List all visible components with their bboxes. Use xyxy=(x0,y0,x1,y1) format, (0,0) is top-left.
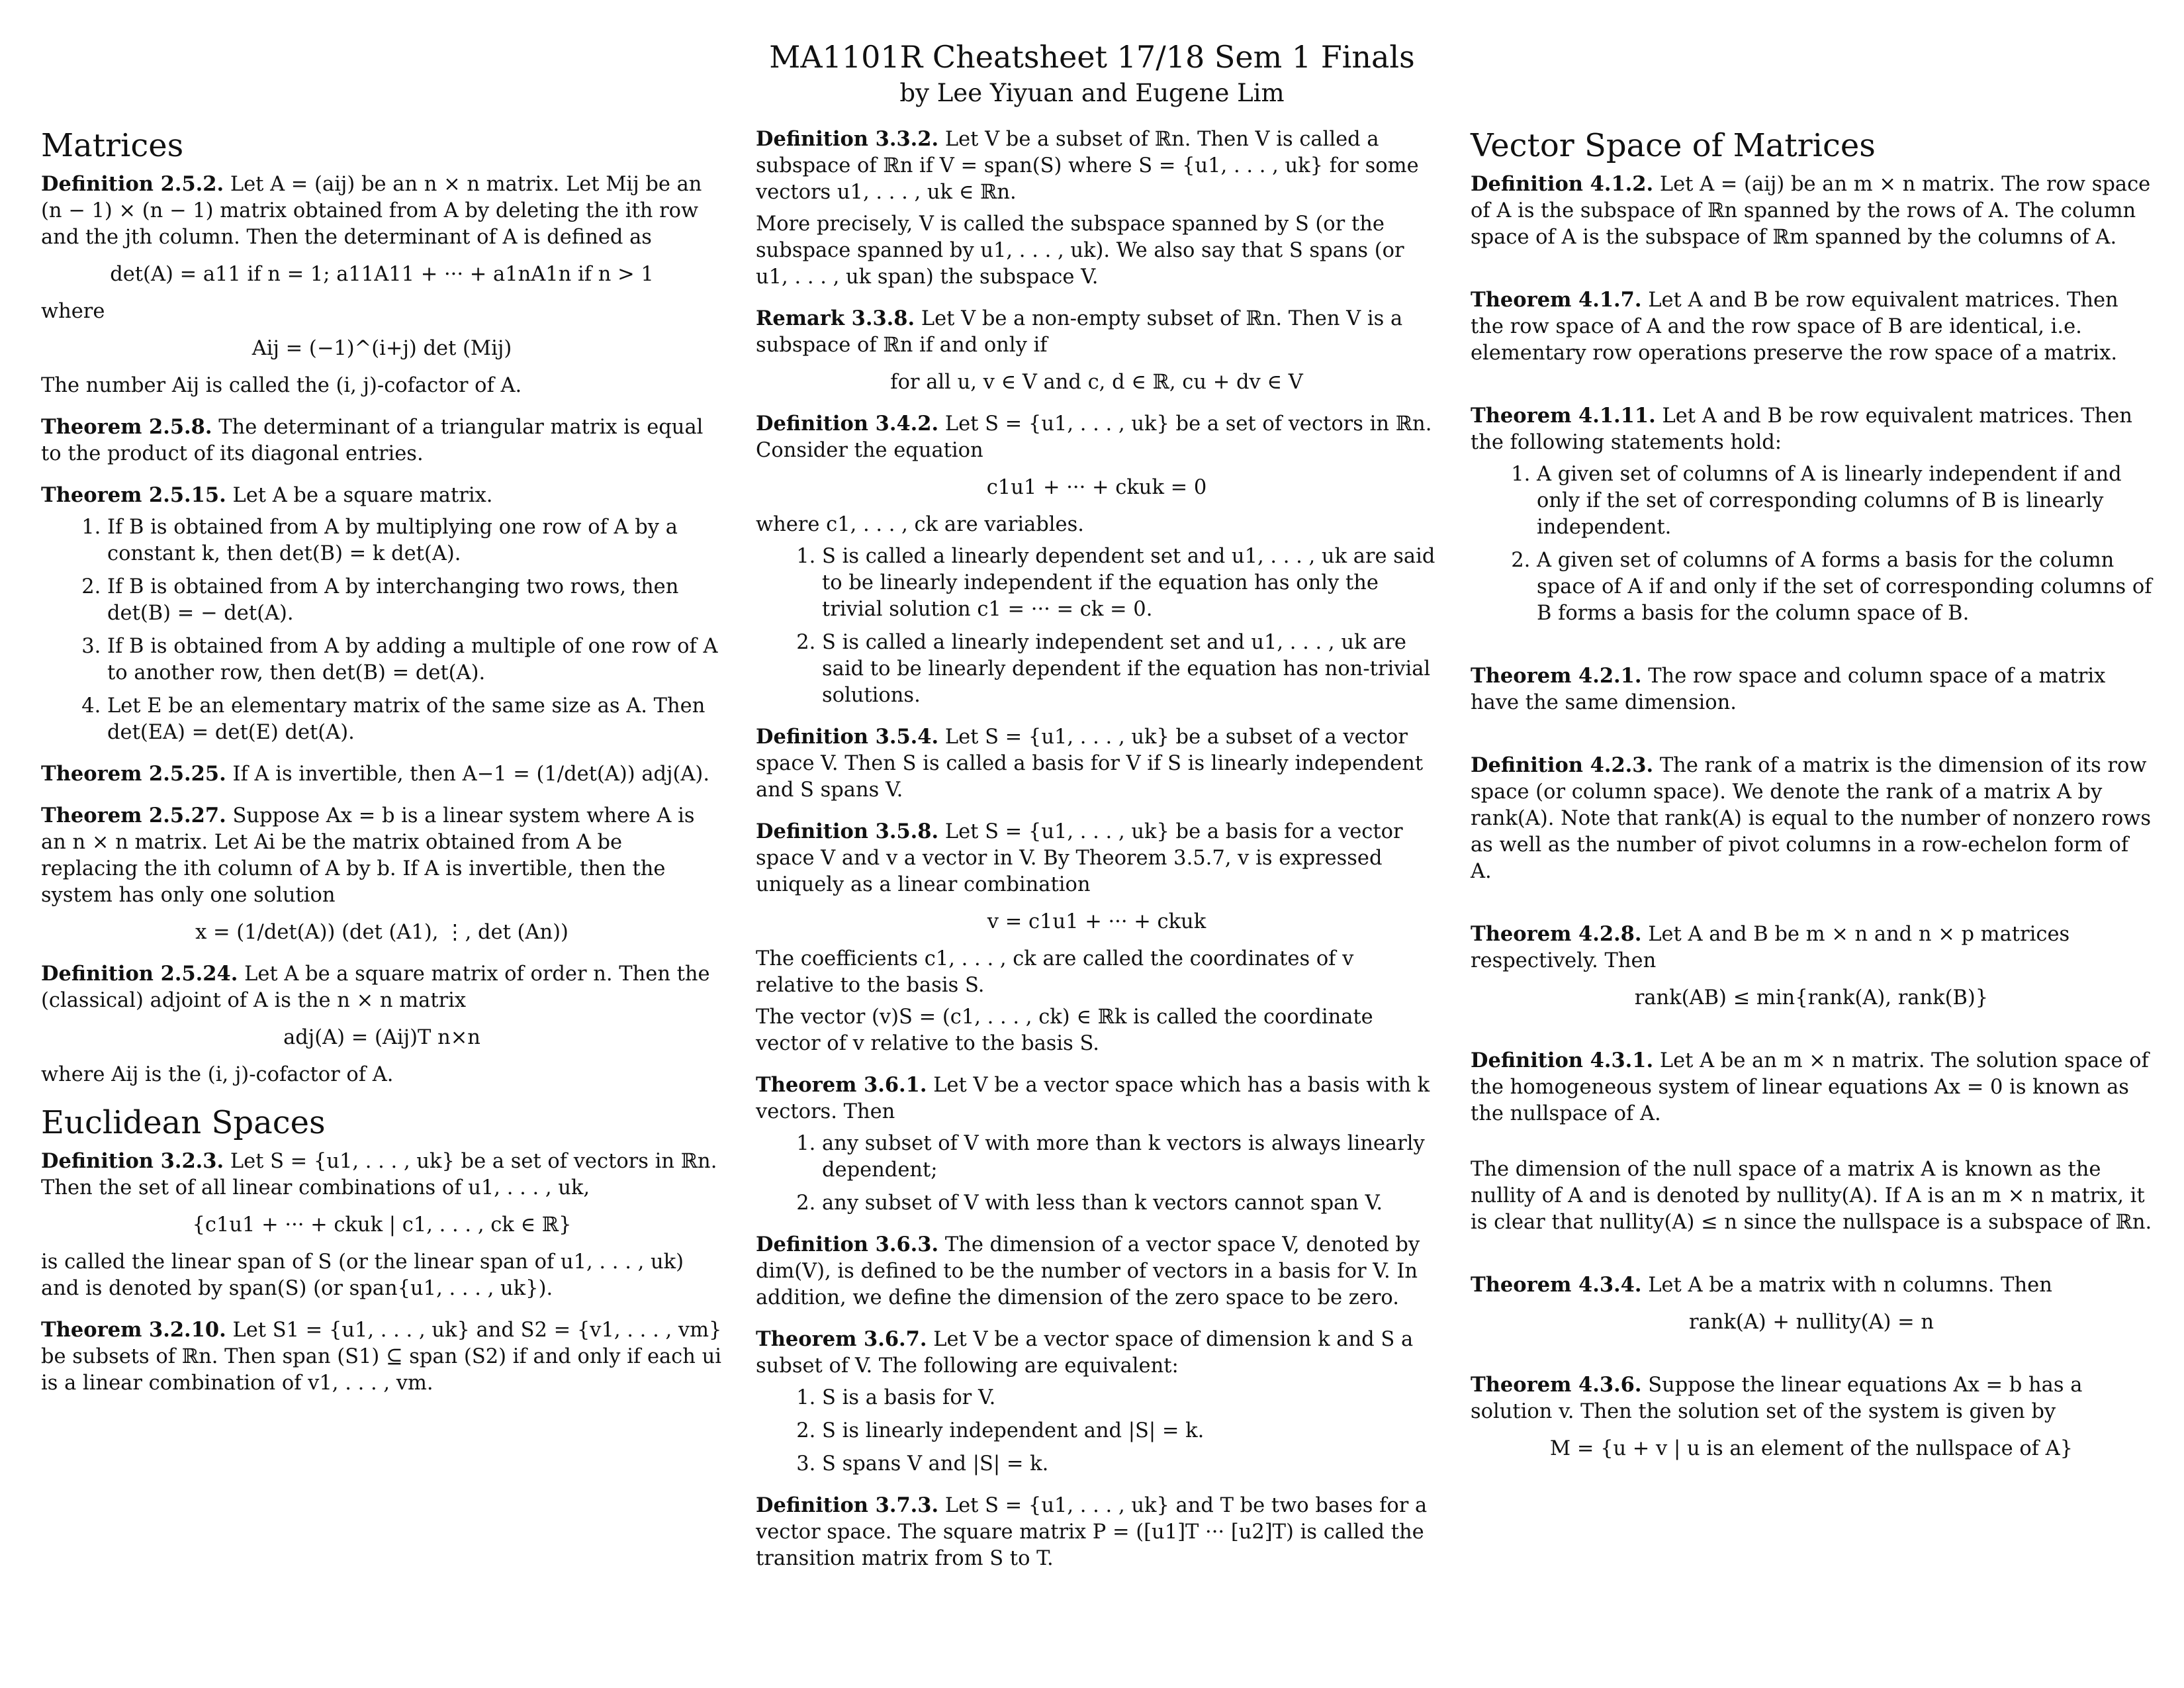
definition-3-3-2 xyxy=(756,126,1437,291)
list-item: 1. If B is obtained from A by multiplying one row of A by a constant k, then det(B) = k det(A). xyxy=(107,514,723,567)
block-text: Let S = {u1, . . . , uk} and T be two bases for a vector space. The square matrix P = ([u1]T ··· [u2]T) is called the transition matrix from S to T. xyxy=(756,1494,1428,1570)
formula-subspace-closure: for all u, v ∈ V and c, d ∈ ℝ, cu + dv ∈ V xyxy=(890,371,1303,394)
block-text-after: The number Aij is called the (i, j)-cofactor of A. xyxy=(41,374,522,397)
block-text: Let A and B be row equivalent matrices. Then the row space of A and the row space of B are identical, i.e. elementary row operations preserve the row space of a matrix. xyxy=(1471,289,2118,365)
block-label: Theorem 3.6.7. xyxy=(756,1327,927,1351)
block-text-after: where Aij is the (i, j)-cofactor of A. xyxy=(41,1063,394,1086)
list-item: 2. S is linearly independent and |S| = k. xyxy=(822,1418,1437,1444)
page-title: MA1101R Cheatsheet 17/18 Sem 1 Finals xyxy=(769,39,1415,75)
block-text: If A is invertible, then A−1 = (1/det(A)) adj(A). xyxy=(232,763,710,786)
formula-cofactor: Aij = (−1)^(i+j) det (Mij) xyxy=(251,337,512,360)
definition-2-5-24 xyxy=(41,961,723,1088)
remark-3-3-8 xyxy=(756,305,1437,396)
theorem-3-6-1 xyxy=(756,1072,1437,1217)
block-text: Let A and B be m × n and n × p matrices respectively. Then xyxy=(1471,923,2070,972)
column-middle xyxy=(756,126,1437,1587)
definition-4-1-2 xyxy=(1471,171,2152,251)
block-text: Let A and B be row equivalent matrices. Then the following statements hold: xyxy=(1471,404,2132,454)
list-item: 1. S is called a linearly dependent set and u1, . . . , uk are said to be linearly independent if the equation has only the trivial solution c1 = ··· = ck = 0. xyxy=(822,543,1437,623)
theorem-2-5-27 xyxy=(41,802,723,946)
definition-3-6-3 xyxy=(756,1231,1437,1311)
formula-linear-span: {c1u1 + ··· + ckuk | c1, . . . , ck ∈ ℝ} xyxy=(192,1213,572,1237)
block-label: Theorem 3.2.10. xyxy=(41,1318,226,1342)
block-text-after: The coefficients c1, . . . , ck are called the coordinates of v relative to the basis S. xyxy=(756,947,1354,997)
theorem-2-5-15 xyxy=(41,482,723,746)
block-text: Suppose Ax = b is a linear system where A is an n × n matrix. Let Ai be the matrix obtained from A be replacing the ith column of A by b. If A is invertible, then the system has only one solution xyxy=(41,804,695,907)
block-text: The rank of a matrix is the dimension of its row space (or column space). We denote the rank of a matrix A by rank(A). Note that rank(A) is equal to the number of nonzero rows as well as the number of pivot columns in a row-echelon form of A. xyxy=(1471,754,2152,883)
authors-line: by Lee Yiyuan and Eugene Lim xyxy=(899,79,1285,107)
theorem-4-3-6 xyxy=(1471,1372,2152,1462)
section-title-vector-space-of-matrices: Vector Space of Matrices xyxy=(1471,127,1876,164)
block-label: Theorem 3.6.1. xyxy=(756,1073,927,1097)
formula-adjoint: adj(A) = (Aij)T n×n xyxy=(283,1026,480,1049)
definition-3-4-2 xyxy=(756,410,1437,709)
block-label: Theorem 4.1.7. xyxy=(1471,288,1642,312)
block-text: Let A be a matrix with n columns. Then xyxy=(1648,1274,2052,1297)
block-label: Remark 3.3.8. xyxy=(756,306,915,330)
definition-3-5-4 xyxy=(756,724,1437,804)
block-text-after: is called the linear span of S (or the linear span of u1, . . . , uk) and is denoted by span(S) (or span{u1, . . . , uk}). xyxy=(41,1250,684,1300)
block-label: Theorem 2.5.8. xyxy=(41,415,212,439)
block-text-after-2: The vector (v)S = (c1, . . . , ck) ∈ ℝk is called the coordinate vector of v relative to the basis S. xyxy=(756,1006,1373,1055)
block-label: Definition 4.3.1. xyxy=(1471,1049,1654,1072)
document-header xyxy=(0,37,2184,110)
theorem-3-2-10 xyxy=(41,1317,723,1397)
list-item: 1. A given set of columns of A is linearly independent if and only if the set of corresponding columns of B is linearly independent. xyxy=(1537,461,2152,541)
block-label: Definition 2.5.24. xyxy=(41,962,238,986)
definition-4-3-1 xyxy=(1471,1047,2152,1236)
block-text: Let A be a square matrix of order n. Then the (classical) adjoint of A is the n × n matrix xyxy=(41,962,710,1012)
block-label: Definition 2.5.2. xyxy=(41,172,224,196)
numbered-list xyxy=(756,543,1437,709)
block-text: Let V be a non-empty subset of ℝn. Then V is a subspace of ℝn if and only if xyxy=(756,307,1403,357)
where-text: where xyxy=(41,300,105,323)
block-label: Definition 3.7.3. xyxy=(756,1493,939,1517)
block-label: Definition 4.1.2. xyxy=(1471,172,1654,196)
block-text: Let A be a square matrix. xyxy=(232,484,493,507)
block-text: Let A = (aij) be an n × n matrix. Let Mij be an (n − 1) × (n − 1) matrix obtained from A by deleting the ith row and the jth column. Then the determinant of A is defined as xyxy=(41,173,702,249)
list-item: 1. any subset of V with more than k vectors is always linearly dependent; xyxy=(822,1131,1437,1184)
block-label: Definition 3.3.2. xyxy=(756,127,939,151)
definition-3-5-8 xyxy=(756,818,1437,1057)
formula-rank-product: rank(AB) ≤ min{rank(A), rank(B)} xyxy=(1634,986,1989,1009)
block-label: Theorem 4.2.1. xyxy=(1471,664,1642,688)
block-text-2: The dimension of the null space of a matrix A is known as the nullity of A and is denoted by nullity(A). If A is an m × n matrix, it is clear that nullity(A) ≤ n since the nullspace is a subspace of ℝn. xyxy=(1471,1158,2152,1234)
list-item: 2. any subset of V with less than k vectors cannot span V. xyxy=(822,1190,1437,1217)
block-label: Definition 3.4.2. xyxy=(756,412,939,436)
block-label: Definition 3.2.3. xyxy=(41,1149,224,1173)
list-item: 3. If B is obtained from A by adding a multiple of one row of A to another row, then det(B) = det(A). xyxy=(107,633,723,686)
column-right xyxy=(1471,126,2152,1477)
block-text: Let V be a vector space of dimension k and S a subset of V. The following are equivalent: xyxy=(756,1328,1414,1378)
section-title-matrices: Matrices xyxy=(41,127,184,164)
definition-2-5-2 xyxy=(41,171,723,399)
theorem-2-5-8 xyxy=(41,414,723,467)
list-item: 3. S spans V and |S| = k. xyxy=(822,1451,1437,1477)
list-item: 2. A given set of columns of A forms a basis for the column space of A if and only if the set of corresponding columns of B forms a basis for the column space of B. xyxy=(1537,547,2152,627)
formula-determinant: det(A) = a11 if n = 1; a11A11 + ··· + a1nA1n if n > 1 xyxy=(110,263,654,286)
numbered-list xyxy=(1471,461,2152,627)
theorem-4-3-4 xyxy=(1471,1272,2152,1336)
block-label: Theorem 2.5.25. xyxy=(41,762,226,786)
block-text: Let V be a subset of ℝn. Then V is called a subspace of ℝn if V = span(S) where S = {u1, . . . , uk} for some vectors u1, . . . , uk ∈ ℝn. xyxy=(756,128,1419,204)
block-label: Theorem 4.3.6. xyxy=(1471,1373,1642,1397)
list-item: 1. S is a basis for V. xyxy=(822,1385,1437,1411)
list-item: 4. Let E be an elementary matrix of the same size as A. Then det(EA) = det(E) det(A). xyxy=(107,693,723,746)
block-text: Suppose the linear equations Ax = b has a solution v. Then the solution set of the system is given by xyxy=(1471,1374,2083,1423)
definition-4-2-3 xyxy=(1471,752,2152,885)
block-label: Definition 3.5.8. xyxy=(756,820,939,843)
theorem-2-5-25 xyxy=(41,761,723,788)
block-label: Theorem 2.5.15. xyxy=(41,483,226,507)
formula-rank-nullity: rank(A) + nullity(A) = n xyxy=(1688,1311,1934,1334)
block-text: Let A = (aij) be an m × n matrix. The row space of A is the subspace of ℝn spanned by the rows of A. The column space of A is the subspace of ℝm spanned by the columns of A. xyxy=(1471,173,2151,249)
theorem-4-1-11 xyxy=(1471,402,2152,627)
numbered-list xyxy=(756,1385,1437,1477)
block-text: Let S = {u1, . . . , uk} be a set of vectors in ℝn. Consider the equation xyxy=(756,412,1432,462)
block-label: Definition 3.6.3. xyxy=(756,1233,939,1256)
block-label: Theorem 2.5.27. xyxy=(41,804,226,827)
theorem-4-2-8 xyxy=(1471,921,2152,1011)
block-text-after: where c1, . . . , ck are variables. xyxy=(756,513,1084,536)
section-title-euclidean-spaces: Euclidean Spaces xyxy=(41,1104,326,1141)
block-text: The dimension of a vector space V, denoted by dim(V), is defined to be the number of vectors in a basis for V. In addition, we define the dimension of the zero space to be zero. xyxy=(756,1233,1420,1309)
block-label: Definition 4.2.3. xyxy=(1471,753,1654,777)
numbered-list xyxy=(41,514,723,746)
theorem-3-6-7 xyxy=(756,1326,1437,1477)
column-left xyxy=(41,126,723,1411)
formula-cramers-rule: x = (1/det(A)) (det (A1), ⋮, det (An)) xyxy=(195,921,569,944)
list-item: 2. S is called a linearly independent set and u1, . . . , uk are said to be linearly dependent if the equation has non-trivial solutions. xyxy=(822,630,1437,709)
block-text: Let A be an m × n matrix. The solution space of the homogeneous system of linear equations Ax = 0 is known as the nullspace of A. xyxy=(1471,1049,2149,1125)
formula-coordinates: v = c1u1 + ··· + ckuk xyxy=(987,910,1206,933)
block-text: Let S = {u1, . . . , uk} be a basis for a vector space V and v a vector in V. By Theorem 3.5.7, v is expressed uniquely as a linear combination xyxy=(756,820,1403,896)
definition-3-7-3 xyxy=(756,1492,1437,1572)
block-text-2: More precisely, V is called the subspace spanned by S (or the subspace spanned by u1, . . . , uk). We also say that S spans (or u1, . . . , uk span) the subspace V. xyxy=(756,212,1404,289)
block-text: Let S1 = {u1, . . . , uk} and S2 = {v1, . . . , vm} be subsets of ℝn. Then span (S1) ⊆ span (S2) if and only if each ui is a linear combination of v1, . . . , vm. xyxy=(41,1319,722,1395)
block-text: The row space and column space of a matrix have the same dimension. xyxy=(1471,665,2106,714)
definition-3-2-3 xyxy=(41,1148,723,1302)
formula-solution-set: M = {u + v | u is an element of the nullspace of A} xyxy=(1549,1437,2073,1460)
block-text: The determinant of a triangular matrix is equal to the product of its diagonal entries. xyxy=(41,416,704,465)
block-label: Theorem 4.3.4. xyxy=(1471,1273,1642,1297)
theorem-4-2-1 xyxy=(1471,663,2152,716)
block-text: Let S = {u1, . . . , uk} be a set of vectors in ℝn. Then the set of all linear combinations of u1, . . . , uk, xyxy=(41,1150,717,1199)
block-text: Let V be a vector space which has a basis with k vectors. Then xyxy=(756,1074,1430,1123)
list-item: 2. If B is obtained from A by interchanging two rows, then det(B) = − det(A). xyxy=(107,574,723,627)
theorem-4-1-7 xyxy=(1471,287,2152,367)
numbered-list xyxy=(756,1131,1437,1217)
block-label: Theorem 4.1.11. xyxy=(1471,404,1656,428)
block-text: Let S = {u1, . . . , uk} be a subset of a vector space V. Then S is called a basis for V if S is linearly independent and S spans V. xyxy=(756,726,1424,802)
block-label: Theorem 4.2.8. xyxy=(1471,922,1642,946)
formula-linear-combination-zero: c1u1 + ··· + ckuk = 0 xyxy=(986,476,1207,499)
block-label: Definition 3.5.4. xyxy=(756,725,939,749)
